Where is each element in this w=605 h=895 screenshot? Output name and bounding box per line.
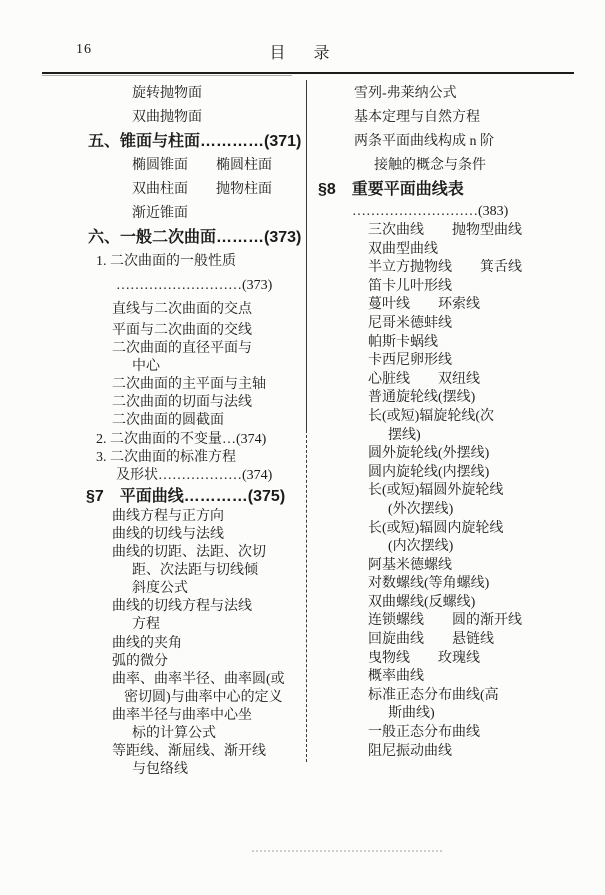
toc-section-heading: 五、锥面与柱面…………(371) [88, 133, 302, 150]
toc-left-column [40, 82, 306, 779]
toc-entry: 基本定理与自然方程 [354, 110, 480, 125]
toc-entry: 曲率、曲率半径、曲率圆(或 [112, 671, 285, 687]
toc-entry: 直线与二次曲面的交点 [112, 302, 252, 317]
toc-entry: 渐近锥面 [132, 206, 188, 221]
toc-entry: 回旋曲线 悬链线 [368, 632, 494, 648]
toc-entry: 二次曲面的主平面与主轴 [112, 377, 266, 393]
toc-right-column [312, 82, 602, 761]
toc-entry: 3. 二次曲面的标准方程 [96, 449, 236, 465]
toc-entry: 曲线的切距、法距、次切 [112, 545, 266, 561]
toc-entry: 卡西尼卵形线 [368, 353, 452, 369]
toc-entry: 标准正态分布曲线(高 [368, 687, 499, 703]
header-rule-shadow [42, 75, 292, 76]
toc-entry: 笛卡儿叶形线 [368, 278, 452, 294]
toc-entry: ………………………(383) [352, 204, 509, 219]
toc-entry: 双曲螺线(反螺线) [368, 594, 476, 610]
toc-entry: 曲线的切线方程与法线 [112, 599, 252, 615]
column-divider [306, 430, 307, 762]
toc-entry: 中心 [132, 359, 160, 375]
toc-entry: 双曲型曲线 [368, 241, 438, 257]
toc-section-heading: §7 平面曲线…………(375) [86, 487, 286, 505]
toc-entry: 方程 [132, 617, 160, 633]
toc-entry: 阿基米德螺线 [368, 557, 452, 573]
toc-entry: 二次曲面的切面与法线 [112, 395, 252, 411]
toc-entry: 弧的微分 [112, 653, 168, 669]
toc-entry: 长(或短)辐旋轮线(次 [368, 408, 494, 424]
toc-entry: 帕斯卡蜗线 [368, 334, 438, 350]
toc-entry: 标的计算公式 [132, 725, 216, 741]
toc-entry: 长(或短)辐圆外旋轮线 [368, 483, 504, 499]
toc-section-heading: §8 重要平面曲线表 [318, 181, 464, 198]
toc-entry: 圆内旋轮线(内摆线) [368, 464, 490, 480]
toc-entry: 斯曲线) [388, 706, 435, 722]
toc-entry: 二次曲面的直径平面与 [112, 341, 252, 357]
page-number: 16 [76, 42, 92, 57]
toc-entry: 及形状………………(374) [116, 467, 273, 483]
toc-entry: 密切圆)与曲率中心的定义 [124, 689, 283, 705]
toc-entry: 两条平面曲线构成 n 阶 [354, 134, 494, 149]
toc-entry: (外次摆线) [388, 501, 454, 517]
toc-entry: 旋转抛物面 [132, 86, 202, 101]
toc-entry: 概率曲线 [368, 669, 424, 685]
toc-entry: 半立方抛物线 箕舌线 [368, 260, 522, 276]
toc-entry: 椭圆锥面 椭圆柱面 [132, 158, 272, 173]
toc-entry: 双曲柱面 抛物柱面 [132, 182, 272, 197]
page-header [0, 40, 605, 66]
toc-entry: 心脏线 双纽线 [368, 371, 480, 387]
toc-entry: 普通旋轮线(摆线) [368, 390, 476, 406]
column-divider [306, 80, 307, 430]
toc-entry: 尼哥米德蚌线 [368, 315, 452, 331]
toc-entry: 接触的概念与条件 [374, 158, 486, 173]
toc-entry: 摆线) [388, 427, 421, 443]
toc-entry: 对数螺线(等角螺线) [368, 576, 490, 592]
page-title: 目 录 [269, 45, 336, 62]
toc-entry: (内次摆线) [388, 539, 454, 555]
toc-entry: ………………………(373) [116, 278, 273, 293]
toc-entry: 曲率半径与曲率中心坐 [112, 707, 252, 723]
toc-entry: 双曲抛物面 [132, 110, 202, 125]
toc-entry: 蔓叶线 环索线 [368, 297, 480, 313]
toc-entry: 圆外旋轮线(外摆线) [368, 446, 490, 462]
toc-entry: 平面与二次曲面的交线 [112, 323, 252, 338]
toc-entry: 等距线、渐屈线、渐开线 [112, 744, 266, 760]
toc-entry: 斜度公式 [132, 581, 188, 597]
toc-entry: 曳物线 玫瑰线 [368, 650, 480, 666]
toc-entry: 曲线方程与正方向 [112, 508, 224, 524]
toc-entry: 长(或短)辐圆内旋轮线 [368, 520, 504, 536]
toc-entry: 雪列-弗莱纳公式 [354, 86, 457, 101]
toc-entry: 1. 二次曲面的一般性质 [96, 254, 236, 269]
toc-entry: 一般正态分布曲线 [368, 725, 480, 741]
toc-entry: 2. 二次曲面的不变量…(374) [96, 431, 267, 447]
toc-entry: 距、次法距与切线倾 [132, 563, 258, 579]
scan-speckle [252, 850, 442, 852]
toc-entry: 与包络线 [132, 762, 188, 778]
toc-entry: 曲线的夹角 [112, 635, 182, 651]
toc-section-heading: 六、一般二次曲面………(373) [88, 229, 302, 246]
toc-entry: 阻尼振动曲线 [368, 743, 452, 759]
toc-entry: 连锁螺线 圆的渐开线 [368, 613, 522, 629]
header-rule [42, 72, 574, 74]
toc-entry: 三次曲线 抛物型曲线 [368, 223, 522, 238]
toc-entry: 二次曲面的圆截面 [112, 413, 224, 429]
toc-entry: 曲线的切线与法线 [112, 526, 224, 542]
